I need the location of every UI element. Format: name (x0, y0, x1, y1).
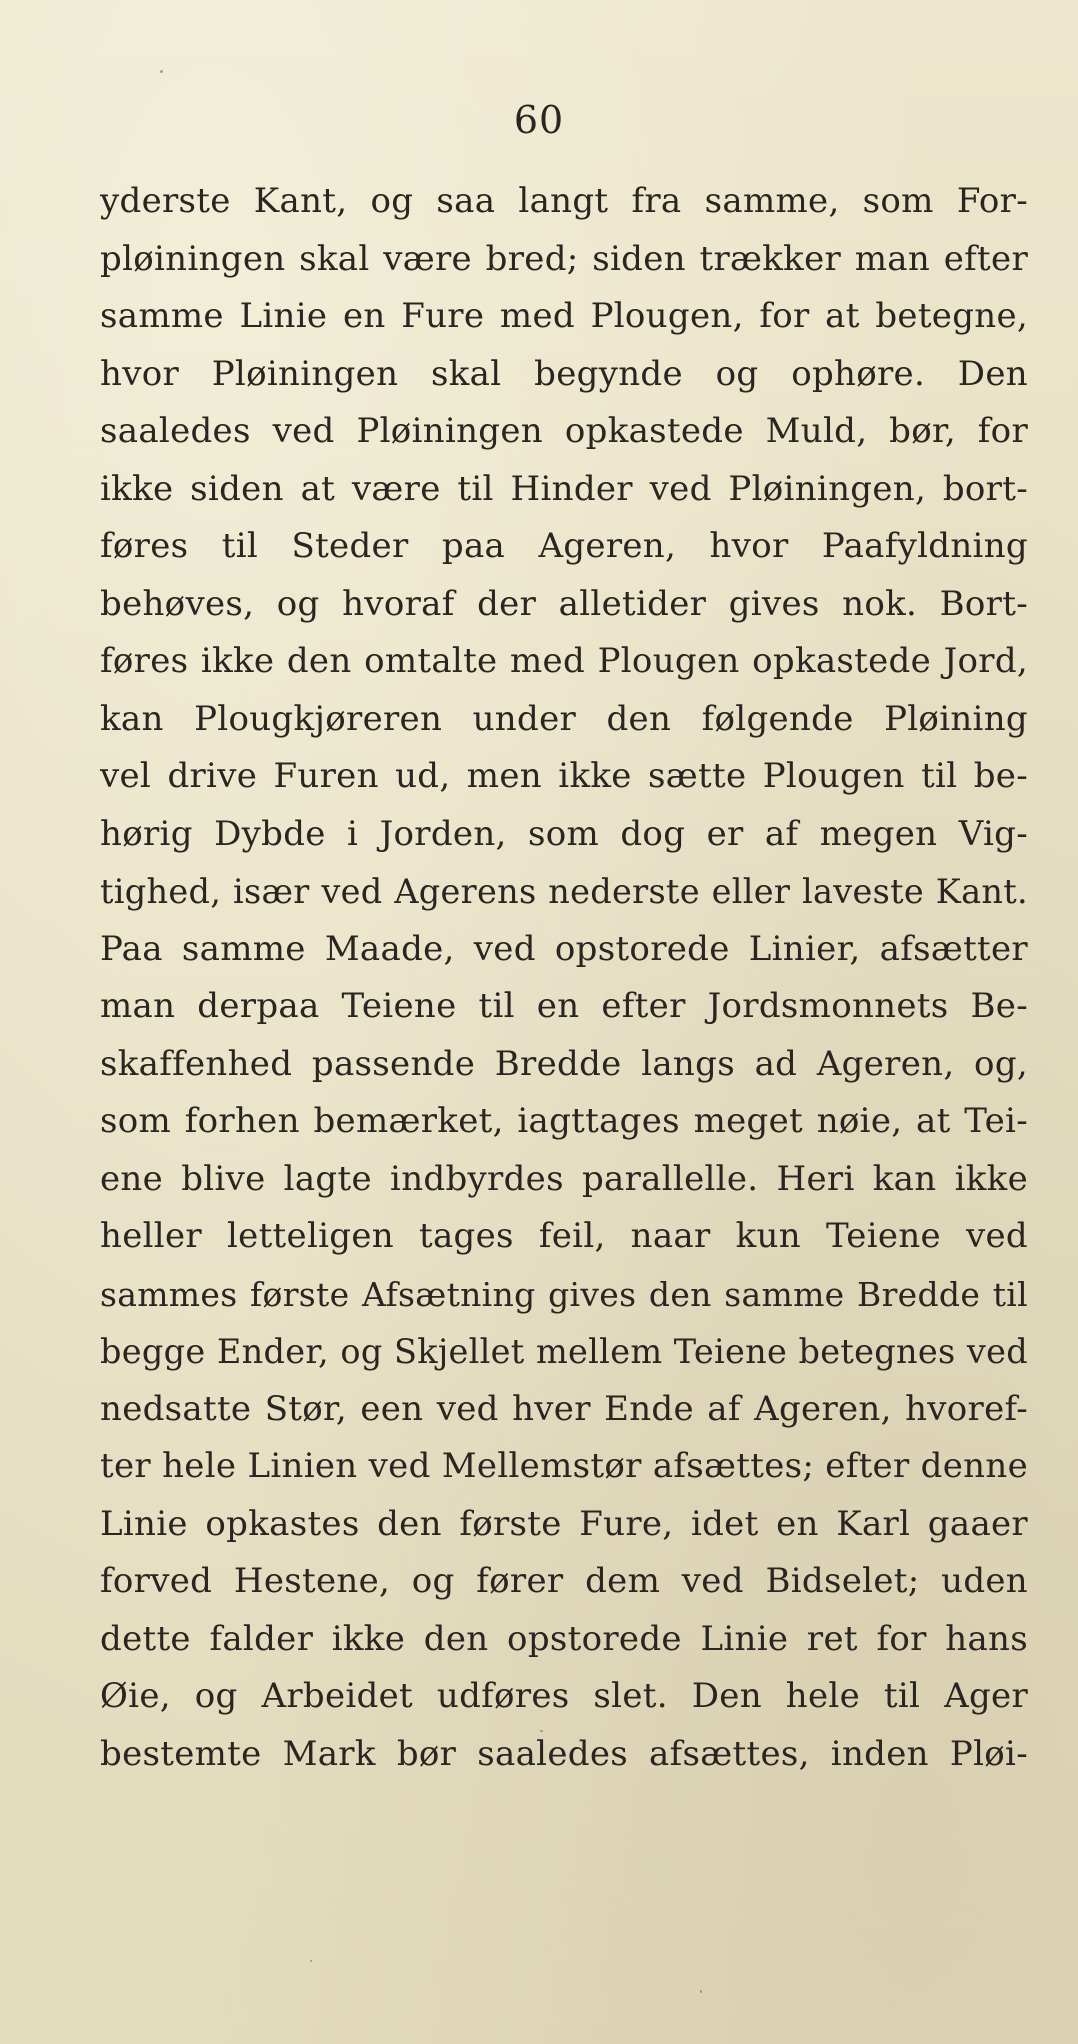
text-line: kan Plougkjøreren under den følgende Pløining (100, 698, 1028, 739)
text-line: pløiningen skal være bred; siden trækker man efter (100, 238, 1028, 279)
text-line: hvor Pløiningen skal begynde og ophøre. Den (100, 353, 1028, 394)
text-line: behøves, og hvoraf der alletider gives nok. Bort- (100, 583, 1028, 624)
text-line: yderste Kant, og saa langt fra samme, som For- (100, 181, 1028, 221)
text-line: føres til Steder paa Ageren, hvor Paafyldning (100, 526, 1028, 566)
text-line: hørig Dybde i Jorden, som dog er af megen Vig- (100, 813, 1028, 854)
text-line: Øie, og Arbeidet udføres slet. Den hele til Ager (100, 1676, 1028, 1716)
text-line: som forhen bemærket, iagttages meget nøie, at Tei- (100, 1101, 1028, 1141)
text-line: ter hele Linien ved Mellemstør afsættes; efter denne (100, 1446, 1028, 1486)
text-line: saaledes ved Pløiningen opkastede Muld, bør, for (100, 411, 1028, 451)
text-line: vel drive Furen ud, men ikke sætte Plougen til be- (100, 756, 1028, 796)
text-line: ene blive lagte indbyrdes parallelle. Heri kan ikke (100, 1158, 1028, 1199)
text-line: Linie opkastes den første Fure, idet en Karl gaaer (100, 1503, 1028, 1544)
page-number: 60 (513, 98, 565, 142)
text-line: samme Linie en Fure med Plougen, for at betegne, (100, 296, 1028, 336)
text-line: føres ikke den omtalte med Plougen opkastede Jord, (100, 641, 1028, 681)
text-line: nedsatte Stør, een ved hver Ende af Ageren, hvoref- (100, 1388, 1028, 1429)
text-line: ikke siden at være til Hinder ved Pløiningen, bort- (100, 468, 1028, 509)
text-line: Paa samme Maade, ved opstorede Linier, afsætter (100, 928, 1028, 969)
text-line: begge Ender, og Skjellet mellem Teiene betegnes ved (100, 1332, 1028, 1371)
text-line: man derpaa Teiene til en efter Jordsmonnets Be- (100, 986, 1028, 1026)
body-text (100, 173, 1028, 1783)
text-line: heller letteligen tages feil, naar kun Teiene ved (100, 1216, 1028, 1256)
text-line: forved Hestene, og fører dem ved Bidselet; uden (100, 1561, 1028, 1601)
text-line: bestemte Mark bør saaledes afsættes, inden Pløi- (100, 1733, 1028, 1774)
text-line: sammes første Afsætning gives den samme Bredde til (100, 1274, 1028, 1314)
text-line: tighed, især ved Agerens nederste eller laveste Kant. (100, 872, 1028, 911)
text-line: skaffenhed passende Bredde langs ad Ageren, og, (100, 1043, 1028, 1084)
text-line: dette falder ikke den opstorede Linie ret for hans (100, 1618, 1028, 1659)
